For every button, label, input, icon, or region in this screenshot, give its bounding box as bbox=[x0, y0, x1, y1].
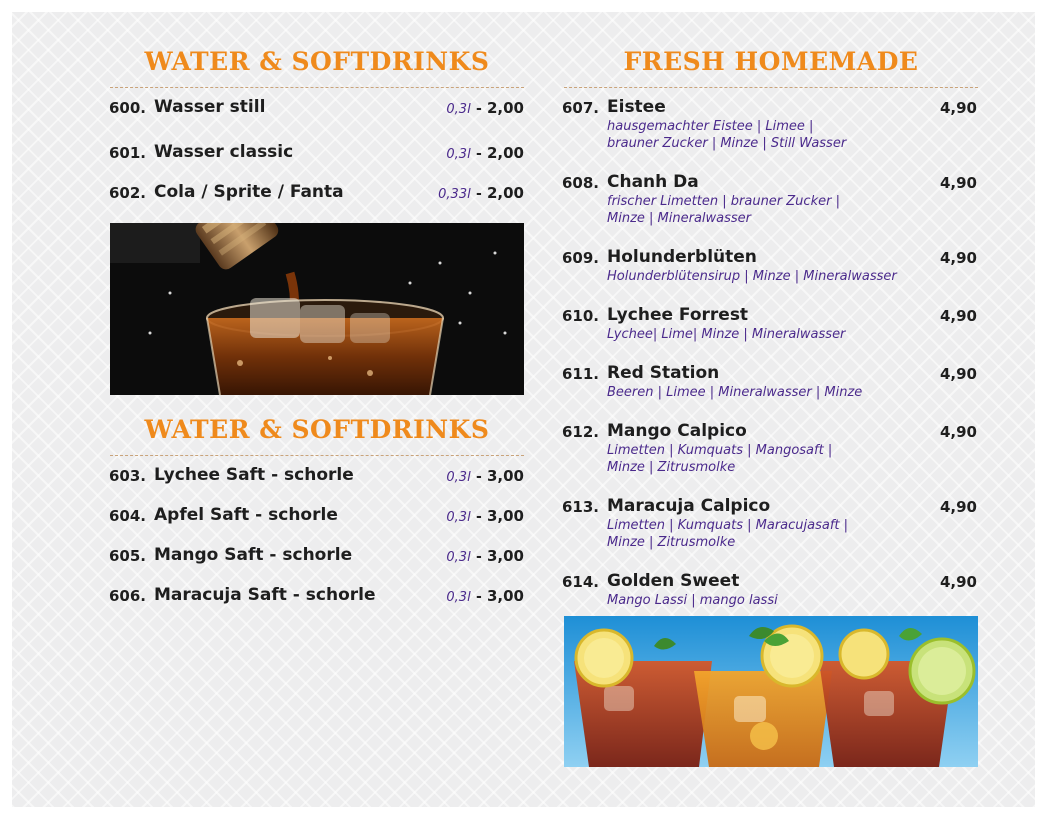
item-name: Apfel Saft - schorle bbox=[154, 505, 338, 525]
menu-item-607 bbox=[562, 97, 977, 157]
price-separator: - bbox=[475, 589, 482, 605]
item-description bbox=[607, 268, 897, 285]
item-volume: 0,3l bbox=[446, 470, 471, 485]
item-price: 3,00 bbox=[486, 467, 524, 485]
menu-item-601 bbox=[109, 142, 524, 166]
item-description bbox=[607, 326, 845, 343]
menu-item-609 bbox=[562, 247, 977, 287]
description-line: hausgemachter Eistee | Limee | bbox=[607, 119, 814, 134]
item-description bbox=[607, 193, 840, 227]
item-price: 3,00 bbox=[486, 587, 524, 605]
menu-item-602 bbox=[109, 182, 524, 206]
heading-divider bbox=[564, 87, 978, 88]
description-line: Holunderblütensirup | Minze | Mineralwasser bbox=[607, 269, 897, 284]
item-description bbox=[607, 517, 848, 551]
item-name: Wasser classic bbox=[154, 142, 294, 162]
menu-item-613 bbox=[562, 496, 977, 556]
item-number: 603. bbox=[109, 467, 147, 485]
item-number: 606. bbox=[109, 587, 147, 605]
item-name: Holunderblüten bbox=[607, 247, 757, 267]
menu-item-611 bbox=[562, 363, 977, 403]
item-price: 2,00 bbox=[486, 184, 524, 202]
item-volume: 0,3l bbox=[446, 102, 471, 117]
price-separator: - bbox=[475, 549, 482, 565]
item-volume: 0,33l bbox=[438, 187, 471, 202]
menu-item-605 bbox=[109, 545, 524, 569]
item-name: Golden Sweet bbox=[607, 571, 740, 591]
item-number: 601. bbox=[109, 144, 147, 162]
cola-pour-photo bbox=[110, 223, 524, 395]
item-name: Cola / Sprite / Fanta bbox=[154, 182, 344, 202]
iced-tea-photo bbox=[564, 616, 978, 767]
item-name: Maracuja Saft - schorle bbox=[154, 585, 376, 605]
item-number: 613. bbox=[562, 498, 600, 516]
item-number: 607. bbox=[562, 99, 600, 117]
item-price: 4,90 bbox=[939, 99, 977, 117]
item-name: Red Station bbox=[607, 363, 720, 383]
menu-item-610 bbox=[562, 305, 977, 345]
item-description bbox=[607, 442, 832, 476]
price-separator: - bbox=[475, 146, 482, 162]
item-name: Mango Saft - schorle bbox=[154, 545, 353, 565]
item-price-group bbox=[446, 467, 524, 485]
section-heading-water-softdrinks: WATER & SOFTDRINKS bbox=[144, 47, 490, 76]
item-name: Chanh Da bbox=[607, 172, 699, 192]
item-number: 604. bbox=[109, 507, 147, 525]
item-price: 4,90 bbox=[939, 498, 977, 516]
item-price: 4,90 bbox=[939, 307, 977, 325]
item-description bbox=[607, 118, 846, 152]
menu-item-612 bbox=[562, 421, 977, 481]
price-separator: - bbox=[475, 101, 482, 117]
price-separator: - bbox=[475, 509, 482, 525]
item-number: 614. bbox=[562, 573, 600, 591]
description-line: Minze | Mineralwasser bbox=[607, 211, 752, 226]
item-price: 4,90 bbox=[939, 573, 977, 591]
cola-glass-illustration bbox=[110, 223, 524, 395]
item-volume: 0,3l bbox=[446, 147, 471, 162]
menu-item-614 bbox=[562, 571, 977, 611]
item-price-group bbox=[446, 99, 524, 117]
item-price: 2,00 bbox=[486, 99, 524, 117]
item-price-group bbox=[446, 507, 524, 525]
menu-item-600 bbox=[109, 97, 524, 121]
item-volume: 0,3l bbox=[446, 550, 471, 565]
item-number: 609. bbox=[562, 249, 600, 267]
description-line: Limetten | Kumquats | Maracujasaft | bbox=[607, 518, 849, 533]
item-price: 4,90 bbox=[939, 365, 977, 383]
section-heading-fresh-homemade: FRESH HOMEMADE bbox=[623, 47, 919, 76]
item-price: 4,90 bbox=[939, 249, 977, 267]
heading-divider bbox=[110, 87, 524, 88]
menu-item-604 bbox=[109, 505, 524, 529]
description-line: frischer Limetten | brauner Zucker | bbox=[607, 194, 840, 209]
item-number: 608. bbox=[562, 174, 600, 192]
menu-item-606 bbox=[109, 585, 524, 609]
item-name: Lychee Forrest bbox=[607, 305, 749, 325]
item-name: Lychee Saft - schorle bbox=[154, 465, 354, 485]
item-price: 2,00 bbox=[486, 144, 524, 162]
description-line: Minze | Zitrusmolke bbox=[607, 460, 736, 475]
item-name: Mango Calpico bbox=[607, 421, 747, 441]
item-name: Maracuja Calpico bbox=[607, 496, 771, 516]
item-price-group bbox=[438, 184, 524, 202]
item-price-group bbox=[446, 547, 524, 565]
item-price: 4,90 bbox=[939, 423, 977, 441]
description-line: Beeren | Limee | Mineralwasser | Minze bbox=[607, 385, 863, 400]
menu-page bbox=[12, 12, 1035, 807]
item-price-group bbox=[446, 587, 524, 605]
item-number: 610. bbox=[562, 307, 600, 325]
item-number: 611. bbox=[562, 365, 600, 383]
iced-tea-illustration bbox=[564, 616, 978, 767]
item-number: 605. bbox=[109, 547, 147, 565]
menu-item-608 bbox=[562, 172, 977, 232]
item-name: Eistee bbox=[607, 97, 666, 117]
heading-divider bbox=[110, 455, 524, 456]
item-price: 3,00 bbox=[486, 547, 524, 565]
description-line: Limetten | Kumquats | Mangosaft | bbox=[607, 443, 833, 458]
item-price: 3,00 bbox=[486, 507, 524, 525]
item-description bbox=[607, 592, 778, 609]
description-line: Mango Lassi | mango lassi bbox=[607, 593, 778, 608]
menu-item-603 bbox=[109, 465, 524, 489]
item-price: 4,90 bbox=[939, 174, 977, 192]
description-line: brauner Zucker | Minze | Still Wasser bbox=[607, 136, 847, 151]
item-name: Wasser still bbox=[154, 97, 266, 117]
item-description bbox=[607, 384, 862, 401]
item-price-group bbox=[446, 144, 524, 162]
item-number: 600. bbox=[109, 99, 147, 117]
price-separator: - bbox=[475, 186, 482, 202]
section-heading-water-softdrinks-2: WATER & SOFTDRINKS bbox=[144, 415, 490, 444]
item-volume: 0,3l bbox=[446, 590, 471, 605]
description-line: Lychee| Lime| Minze | Mineralwasser bbox=[607, 327, 846, 342]
price-separator: - bbox=[475, 469, 482, 485]
item-number: 612. bbox=[562, 423, 600, 441]
item-volume: 0,3l bbox=[446, 510, 471, 525]
item-number: 602. bbox=[109, 184, 147, 202]
description-line: Minze | Zitrusmolke bbox=[607, 535, 736, 550]
